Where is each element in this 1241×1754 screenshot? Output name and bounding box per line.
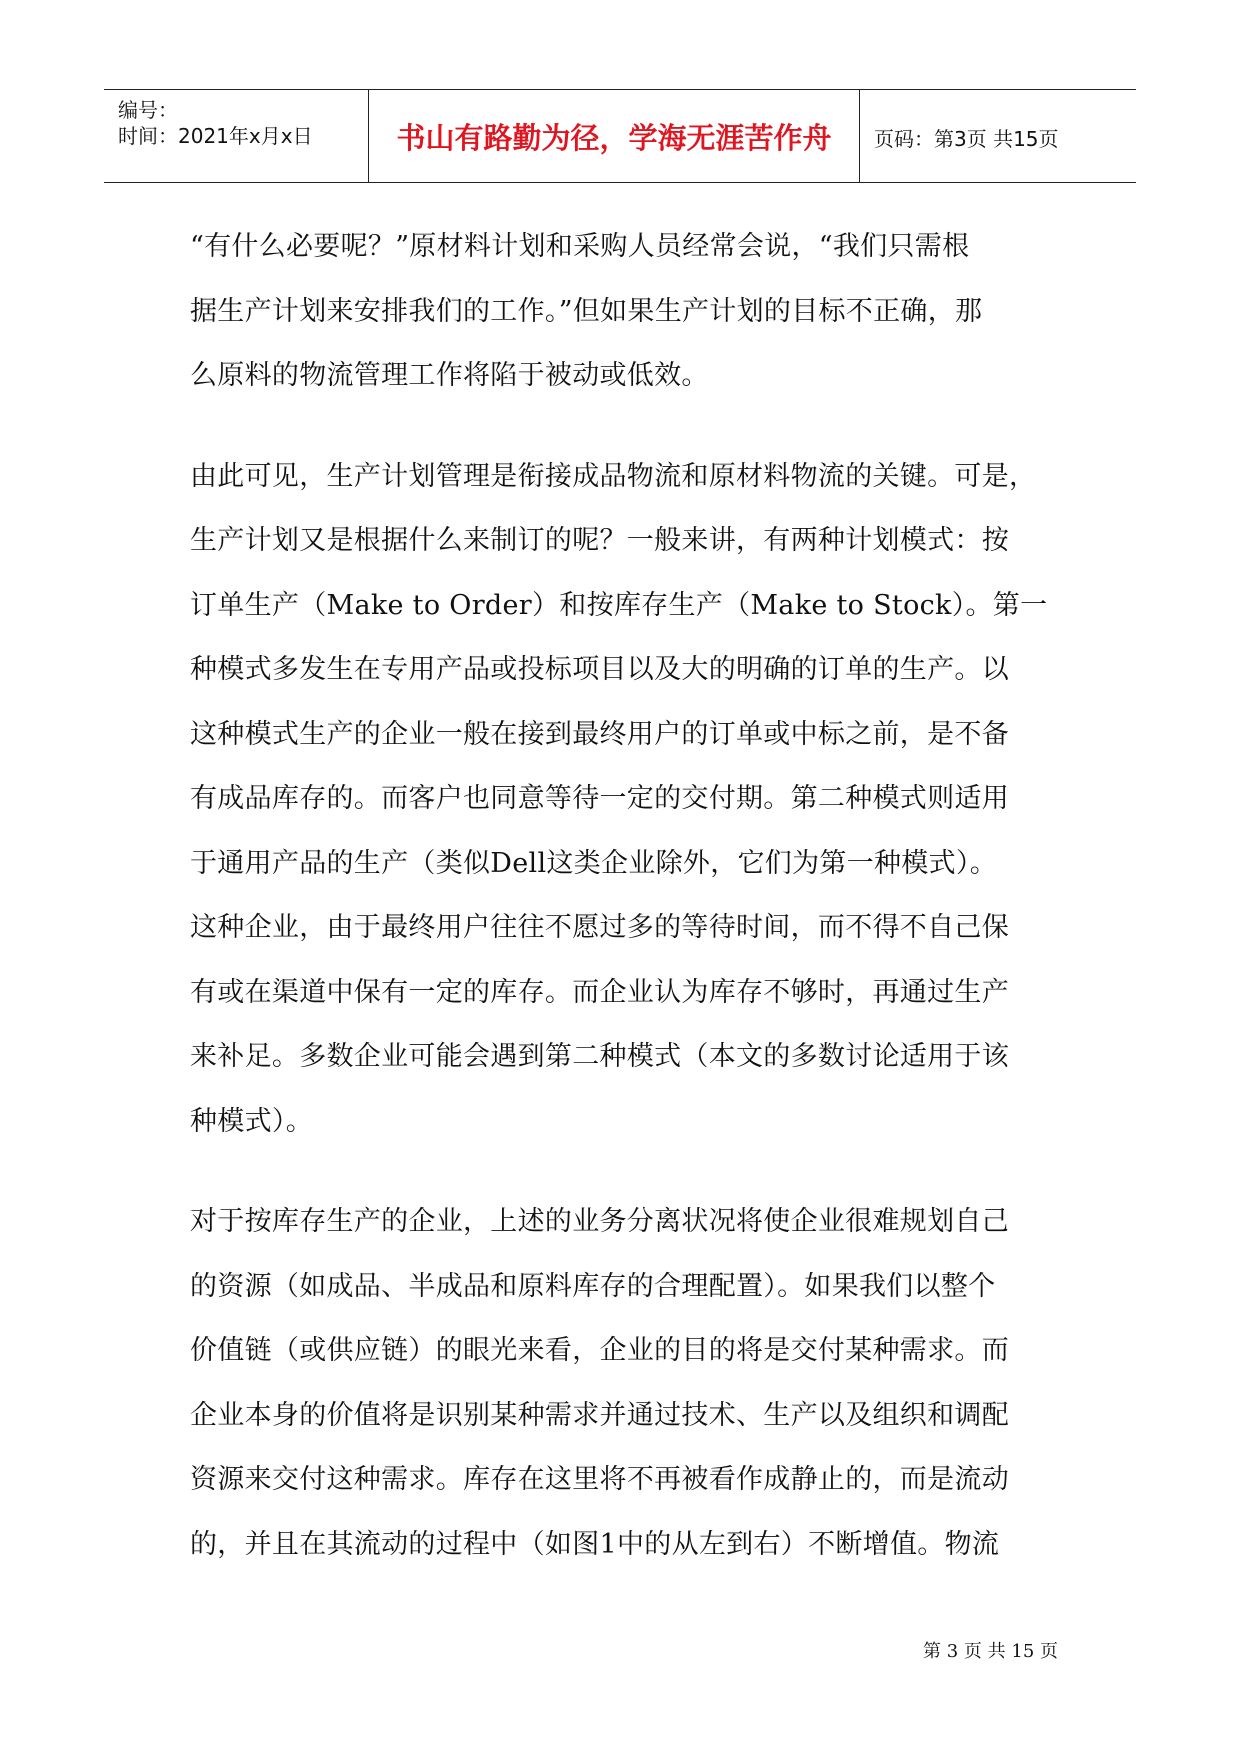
text-line: 么原料的物流管理工作将陷于被动或低效。: [190, 360, 709, 391]
text-line: 生产计划又是根据什么来制订的呢？一般来讲，有两种计划模式：按: [190, 525, 1009, 556]
document-time-label: 时间：2021年x月x日: [118, 124, 313, 148]
text-line: 有成品库存的。而客户也同意等待一定的交付期。第二种模式则适用: [190, 783, 1009, 814]
page-footer: 第 3 页 共 15 页: [923, 1641, 1058, 1662]
text-line: 对于按库存生产的企业，上述的业务分离状况将使企业很难规划自己: [190, 1206, 1009, 1237]
document-header: [104, 89, 1136, 183]
text-line: 有或在渠道中保有一定的库存。而企业认为库存不够时，再通过生产: [190, 976, 1009, 1008]
header-page-cell: [860, 90, 1136, 182]
text-line: 这种企业，由于最终用户往往不愿过多的等待时间，而不得不自己保: [190, 912, 1009, 943]
text-line: 价值链（或供应链）的眼光来看，企业的目的将是交付某种需求。而: [190, 1335, 1009, 1366]
paragraph-1: [190, 215, 1060, 409]
text-line: 的，并且在其流动的过程中（如图1中的从左到右）不断增值。物流: [190, 1528, 1000, 1560]
document-body: [190, 215, 1060, 1613]
text-line: 由此可见，生产计划管理是衔接成品物流和原材料物流的关键。可是，: [190, 460, 1037, 492]
header-motto: 书山有路勤为径，学海无涯苦作舟: [396, 121, 832, 155]
text-line: 企业本身的价值将是识别某种需求并通过技术、生产以及组织和调配: [190, 1399, 1009, 1431]
text-line: 这种模式生产的企业一般在接到最终用户的订单或中标之前，是不备: [190, 718, 1009, 750]
header-motto-cell: [369, 90, 860, 182]
paragraph-2: [190, 445, 1060, 1155]
text-line: 订单生产（Make to Order）和按库存生产（Make to Stock）。第一: [190, 589, 1048, 621]
text-line: 于通用产品的生产（类似Dell这类企业除外，它们为第一种模式）。: [190, 847, 997, 879]
text-line: 种模式多发生在专用产品或投标项目以及大的明确的订单的生产。以: [190, 654, 1009, 685]
text-line: 据生产计划来安排我们的工作。”但如果生产计划的目标不正确，那: [190, 295, 983, 327]
paragraph-3: [190, 1190, 1060, 1577]
header-meta-cell: [104, 90, 369, 182]
text-line: 资源来交付这种需求。库存在这里将不再被看作成静止的，而是流动: [190, 1464, 1009, 1495]
header-page-code: 页码：第3页 共15页: [874, 127, 1059, 151]
text-line: 来补足。多数企业可能会遇到第二种模式（本文的多数讨论适用于该: [190, 1041, 1009, 1072]
text-line: “有什么必要呢？”原材料计划和采购人员经常会说，“我们只需根: [190, 231, 970, 262]
text-line: 的资源（如成品、半成品和原料库存的合理配置）。如果我们以整个: [190, 1270, 996, 1302]
document-code-label: 编号：: [118, 98, 178, 122]
text-line: 种模式）。: [190, 1105, 313, 1137]
